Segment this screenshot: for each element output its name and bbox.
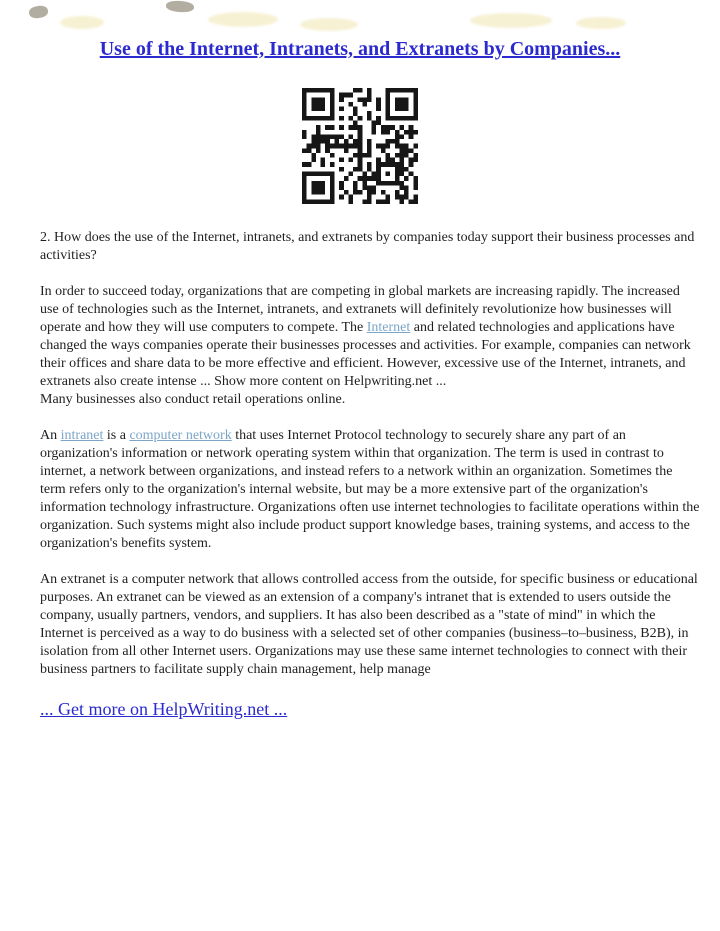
scan-artifact [470, 13, 552, 28]
paragraph-question: 2. How does the use of the Internet, intranets, and extranets by companies today support their business processes and activities? [40, 230, 695, 263]
scan-artifact [300, 18, 358, 31]
paragraph-intro: In order to succeed today, organizations that are competing in global markets are increasing rapidly. The increased use of technologies such as the Internet, intranets, and extranets will definitely revolutionize how businesses will operate and how they will use computers to compete. The Internet and related technologies and applications have changed the ways companies operate their businesses processes and activities. For example, companies can network their offices and share data to be more effective and efficient. However, excessive use of the Internet, intranets, and extranets also create intense ... Show more content on Helpwriting.net ... Many businesses also conduct retail operations online. [40, 284, 691, 407]
document-title-link[interactable]: Use of the Internet, Intranets, and Extranets by Companies... [99, 38, 621, 60]
scan-artifact [60, 16, 104, 29]
inline-link[interactable]: Internet [366, 320, 411, 335]
qr-code [302, 88, 418, 204]
document-body [40, 229, 700, 679]
inline-link[interactable]: intranet [60, 428, 104, 443]
scan-artifact [576, 17, 626, 29]
get-more-link[interactable]: ... Get more on HelpWriting.net ... [40, 699, 288, 719]
ink-smudge [166, 0, 195, 13]
scan-artifact [208, 12, 278, 27]
ink-smudge [28, 5, 48, 20]
inline-link[interactable]: computer network [129, 428, 232, 443]
paragraph-intranet: An intranet is a computer network that uses Internet Protocol technology to securely share any part of an organization's information or network operating system within that organization. The term is used in contrast to internet, a network between organizations, and instead refers to a network within an organization. Sometimes the term refers only to the organization's internal website, but may be a more extensive part of the organization's information technology infrastructure. Organizations often use internet technologies to facilitate operations within the organization. Such systems might also include product support knowledge bases, training systems, and access to the organization's benefits system. [40, 428, 700, 551]
paragraph-extranet: An extranet is a computer network that allows controlled access from the outside, for specific business or educational purposes. An extranet can be viewed as an extension of a company's intranet that is extended to users outside the company, usually partners, vendors, and suppliers. It has also been described as a "state of mind" in which the Internet is perceived as a way to do business with a selected set of other companies (business–to–business, B2B), in isolation from all other Internet users. Organizations may use these same internet technologies to connect with their business partners to facilitate supply chain management, help manage [40, 572, 698, 677]
